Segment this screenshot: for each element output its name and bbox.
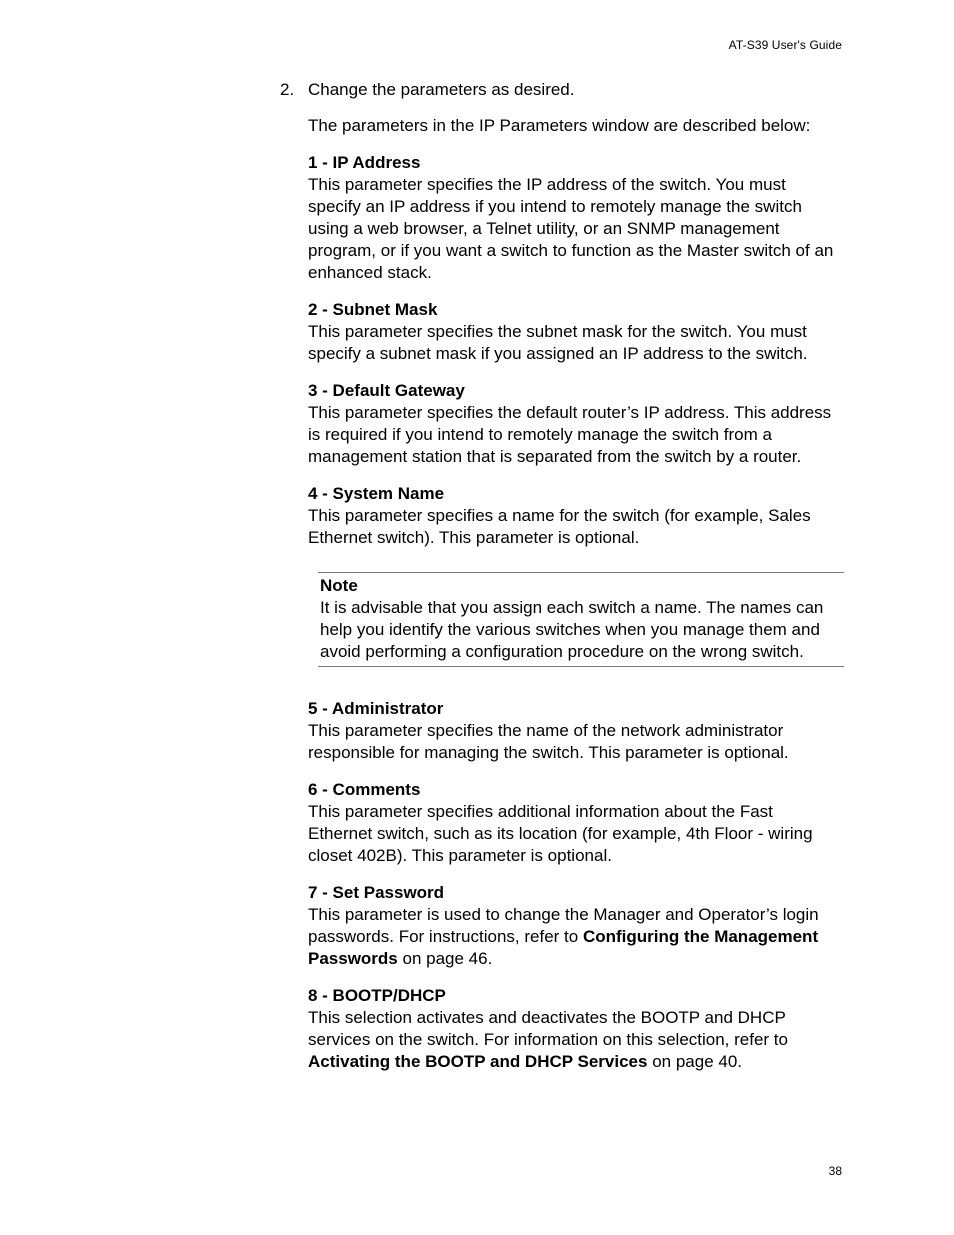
param-bootp-dhcp	[308, 985, 838, 1073]
step-number: 2.	[280, 80, 295, 99]
param-description: This parameter specifies additional information about the Fast Ethernet switch, such as its location (for example, 4th Floor - wiring closet 402B). This parameter is optional.	[308, 802, 813, 865]
param-set-password	[308, 882, 838, 970]
param-description: This parameter specifies a name for the switch (for example, Sales Ethernet switch). This parameter is optional.	[308, 506, 811, 547]
param-subnet-mask	[308, 299, 838, 365]
param-description	[308, 1007, 838, 1073]
param-title: 6 - Comments	[308, 780, 421, 799]
note-box	[318, 572, 844, 667]
cross-reference-link[interactable]: Configuring the Management Passwords	[308, 927, 819, 968]
param-description: This parameter specifies the name of the network administrator responsible for managing the switch. This parameter is optional.	[308, 721, 789, 762]
description-text: This selection activates and deactivates the BOOTP and DHCP services on the switch. For information on this selection, refer to	[308, 1008, 788, 1049]
param-description: This parameter specifies the IP address of the switch. You must specify an IP address if you intend to remotely manage the switch using a web browser, a Telnet utility, or an SNMP management program, or if you want a switch to function as the Master switch of an enhanced stack.	[308, 175, 834, 282]
main-content	[308, 79, 838, 1088]
running-header: AT-S39 User's Guide	[728, 38, 842, 52]
param-title: 8 - BOOTP/DHCP	[308, 986, 446, 1005]
page-number: 38	[828, 1164, 842, 1178]
param-description: This parameter specifies the default router’s IP address. This address is required if you intend to remotely manage the switch from a management station that is separated from the switch by a router.	[308, 403, 832, 466]
note-text: It is advisable that you assign each switch a name. The names can help you identify the various switches when you manage them and avoid performing a configuration procedure on the wrong switch.	[320, 598, 824, 661]
param-title: 2 - Subnet Mask	[308, 300, 438, 319]
intro-text: The parameters in the IP Parameters window are described below:	[308, 116, 811, 135]
param-title: 3 - Default Gateway	[308, 381, 465, 400]
note-title: Note	[320, 576, 358, 595]
description-text: This parameter is used to change the Manager and Operator’s login passwords. For instructions, refer to	[308, 905, 819, 946]
param-description	[308, 904, 838, 970]
param-administrator	[308, 698, 838, 764]
param-title: 4 - System Name	[308, 484, 445, 503]
cross-reference-link[interactable]: Activating the BOOTP and DHCP Services	[308, 1052, 648, 1071]
description-text: on page 40.	[647, 1052, 742, 1071]
param-comments	[308, 779, 838, 867]
param-description: This parameter specifies the subnet mask for the switch. You must specify a subnet mask if you assigned an IP address to the switch.	[308, 322, 808, 363]
step-text: Change the parameters as desired.	[308, 80, 575, 99]
param-ip-address	[308, 152, 838, 284]
description-text: on page 46.	[397, 949, 493, 968]
param-default-gateway	[308, 380, 838, 468]
param-title: 7 - Set Password	[308, 883, 445, 902]
param-title: 5 - Administrator	[308, 699, 444, 718]
param-title: 1 - IP Address	[308, 153, 421, 172]
param-system-name	[308, 483, 838, 549]
